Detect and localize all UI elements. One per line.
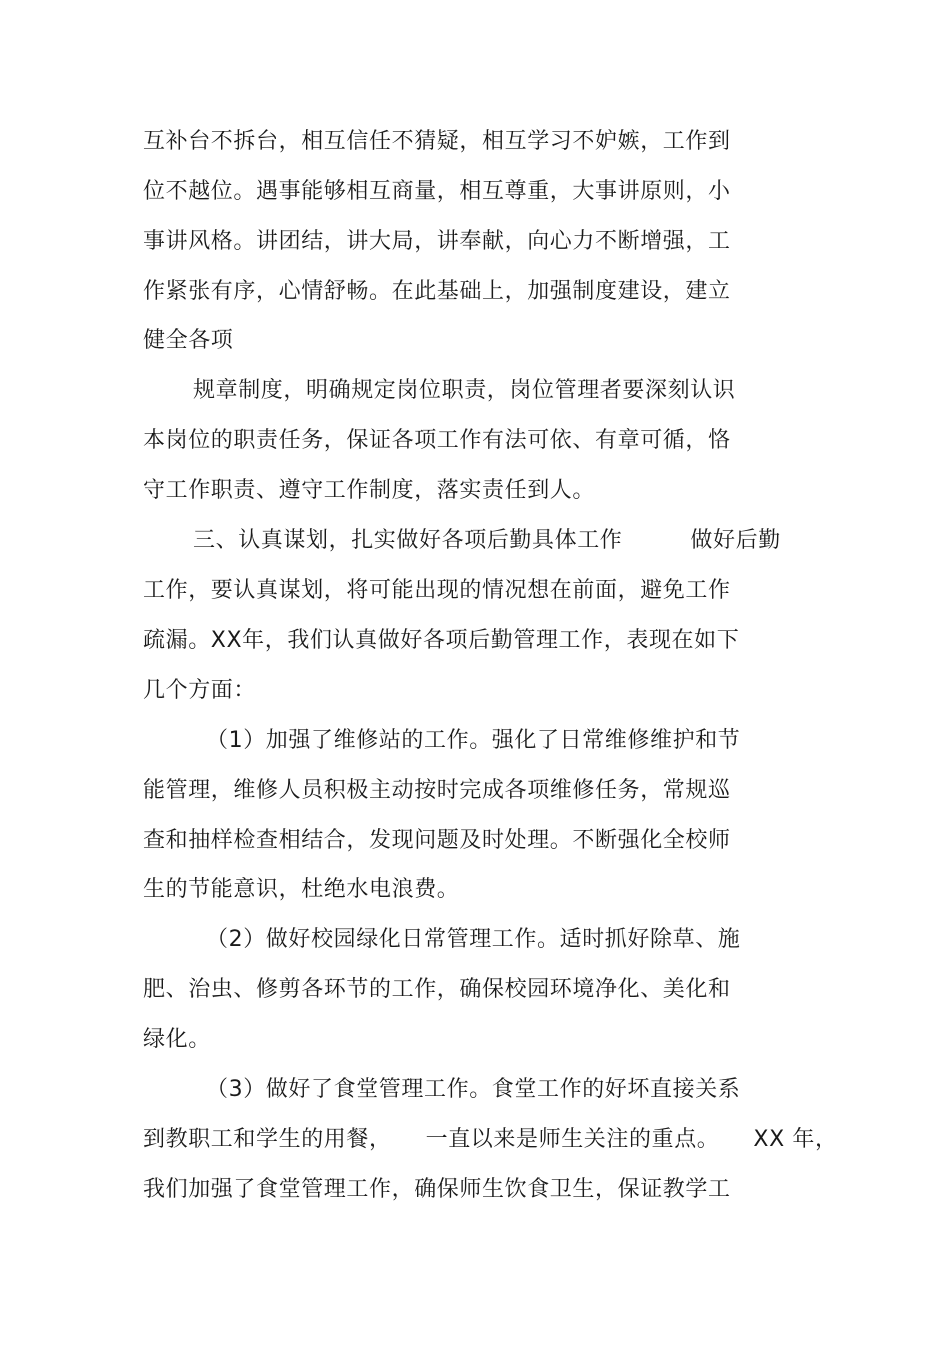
text-fragment: XX 年， bbox=[753, 1127, 838, 1152]
text-fragment: 一直以来是师生关注的重点。 bbox=[425, 1127, 720, 1152]
text-line: 绿化。 bbox=[143, 1027, 211, 1052]
text-line: 几个方面： bbox=[143, 678, 257, 703]
text-line: 事讲风格。讲团结，讲大局，讲奉献，向心力不断增强，工 bbox=[143, 229, 731, 254]
text-line: 肥、治虫、修剪各环节的工作，确保校园环境净化、美化和 bbox=[143, 977, 731, 1002]
text-line: 查和抽样检查相结合，发现问题及时处理。不断强化全校师 bbox=[143, 828, 731, 853]
text-line: 本岗位的职责任务，保证各项工作有法可依、有章可循，恪 bbox=[143, 428, 731, 453]
text-line: 生的节能意识，杜绝水电浪费。 bbox=[143, 877, 460, 902]
text-line: 守工作职责、遵守工作制度，落实责任到人。 bbox=[143, 478, 596, 503]
text-line: 健全各项 bbox=[143, 328, 234, 353]
text-line: 位不越位。遇事能够相互商量，相互尊重，大事讲原则，小 bbox=[143, 179, 731, 204]
text-line: 工作，要认真谋划，将可能出现的情况想在前面，避免工作 bbox=[143, 578, 731, 603]
text-line: （2）做好校园绿化日常管理工作。适时抓好除草、施 bbox=[206, 927, 741, 952]
text-line: （1）加强了维修站的工作。强化了日常维修维护和节 bbox=[206, 728, 741, 753]
section-heading-line bbox=[193, 526, 781, 556]
text-line-segmented bbox=[143, 1125, 838, 1155]
text-fragment: 到教职工和学生的用餐， bbox=[143, 1127, 392, 1152]
text-line: 作紧张有序，心情舒畅。在此基础上，加强制度建设，建立 bbox=[143, 279, 731, 304]
text-line: （3）做好了食堂管理工作。食堂工作的好坏直接关系 bbox=[206, 1077, 741, 1102]
text-line: 疏漏。XX年，我们认真做好各项后勤管理工作，表现在如下 bbox=[143, 628, 740, 653]
text-line: 互补台不拆台，相互信任不猜疑，相互学习不妒嫉，工作到 bbox=[143, 129, 731, 154]
text-fragment: 做好后勤 bbox=[690, 528, 781, 553]
text-line: 我们加强了食堂管理工作，确保师生饮食卫生，保证教学工 bbox=[143, 1177, 731, 1202]
section-heading: 三、认真谋划，扎实做好各项后勤具体工作 bbox=[193, 528, 623, 553]
text-line: 规章制度，明确规定岗位职责，岗位管理者要深刻认识 bbox=[193, 378, 736, 403]
text-line: 能管理，维修人员积极主动按时完成各项维修任务，常规巡 bbox=[143, 778, 731, 803]
